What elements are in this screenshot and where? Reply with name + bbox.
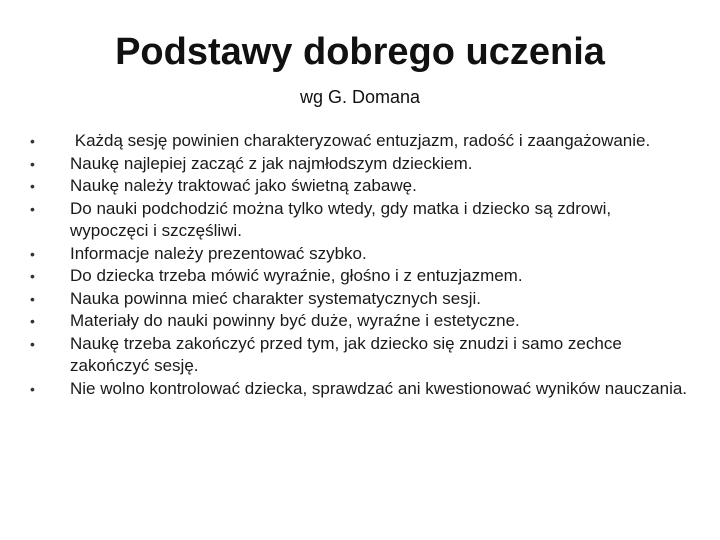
bullet-dot-icon: •: [30, 178, 35, 194]
bullet-text: Informacje należy prezentować szybko.: [70, 243, 367, 263]
bullet-item: [30, 130, 690, 153]
bullet-item: [30, 265, 690, 288]
bullet-item: [30, 310, 690, 333]
bullet-text: Do nauki podchodzić można tylko wtedy, gdy matka i dziecko są zdrowi, wypoczęci i szczęśliwi.: [70, 198, 612, 240]
bullet-dot-icon: •: [30, 290, 35, 307]
bullet-list: [30, 130, 690, 400]
bullet-text: Nauka powinna mieć charakter systematycznych sesji.: [70, 288, 481, 308]
bullet-text: Materiały do nauki powinny być duże, wyraźne i estetyczne.: [70, 311, 520, 330]
slide-title: Podstawy dobrego uczenia: [115, 31, 605, 73]
bullet-item: [30, 153, 690, 176]
bullet-text: Naukę trzeba zakończyć przed tym, jak dziecko się znudzi i samo zechce zakończyć sesję.: [70, 333, 622, 375]
bullet-dot-icon: •: [30, 313, 35, 329]
bullet-text: Naukę należy traktować jako świetną zabawę.: [70, 176, 417, 195]
bullet-dot-icon: •: [30, 200, 35, 217]
bullet-item: [30, 243, 690, 266]
bullet-item: [30, 175, 690, 198]
bullet-text: Naukę najlepiej zacząć z jak najmłodszym dzieckiem.: [70, 153, 473, 173]
bullet-text: Każdą sesję powinien charakteryzować entuzjazm, radość i zaangażowanie.: [70, 131, 651, 150]
bullet-text: Nie wolno kontrolować dziecka, sprawdzać ani kwestionować wyników nauczania.: [70, 378, 688, 398]
bullet-item: [30, 288, 690, 311]
bullet-dot-icon: •: [30, 268, 35, 284]
bullet-item: [30, 378, 690, 401]
bullet-dot-icon: •: [30, 133, 35, 149]
bullet-dot-icon: •: [30, 155, 35, 172]
bullet-dot-icon: •: [30, 245, 35, 262]
bullet-item: [30, 198, 690, 243]
bullet-dot-icon: •: [30, 380, 35, 397]
bullet-dot-icon: •: [30, 335, 35, 352]
bullet-item: [30, 333, 690, 378]
slide-subtitle: wg G. Domana: [299, 87, 421, 107]
bullet-text: Do dziecka trzeba mówić wyraźnie, głośno i z entuzjazmem.: [70, 266, 523, 285]
